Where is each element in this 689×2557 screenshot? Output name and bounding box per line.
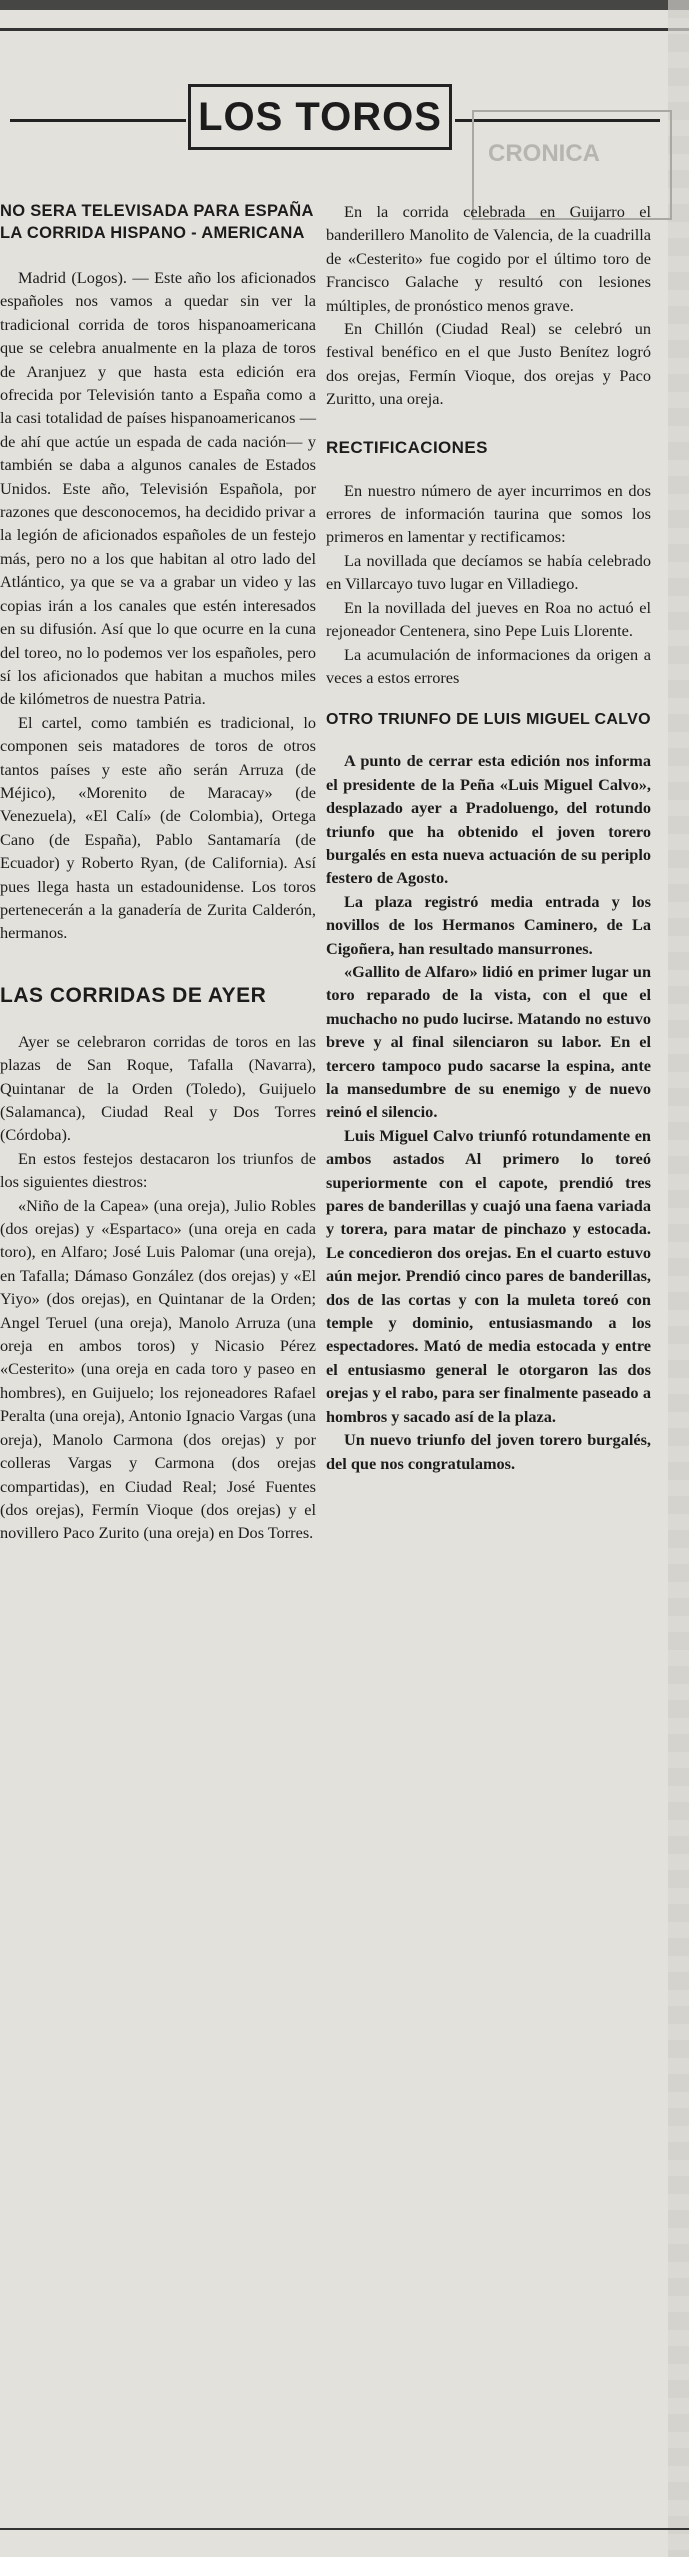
show-through-text: CRONICA	[488, 140, 600, 167]
top-rule	[0, 28, 689, 31]
article-paragraph: En nuestro número de ayer incurrimos en dos errores de información taurina que somos los primeros en lamentar y rectificamos:	[326, 480, 651, 547]
adjacent-page-bleed	[668, 0, 689, 2557]
article-paragraph: A punto de cerrar esta edición nos informa el presidente de la Peña «Luis Miguel Calvo», desplazado ayer a Pradoluengo, del rotundo triunfo que ha obtenido el joven torero burgalés en esta nueva actuación de su periplo festero de Agosto.	[326, 751, 651, 888]
bottom-rule	[0, 2528, 689, 2530]
right-column	[326, 200, 651, 1475]
article-paragraph: La novillada que decíamos se había celebrado en Villarcayo tuvo lugar en Villadiego.	[326, 550, 651, 594]
article-paragraph: En estos festejos destacaron los triunfos de los siguientes diestros:	[0, 1148, 316, 1192]
article-paragraph: En la novillada del jueves en Roa no actuó el rejoneador Centenera, sino Pepe Luis Llorente.	[326, 597, 651, 641]
article-headline-rectificaciones: RECTIFICACIONES	[326, 437, 488, 457]
header-rule-left	[10, 119, 186, 122]
article-headline-calvo: OTRO TRIUNFO DE LUIS MIGUEL CALVO	[326, 711, 651, 729]
article-paragraph: En la corrida celebrada en Guijarro el banderillero Manolito de Valencia, de la cuadrilla de «Cesterito» fue cogido por el último toro de Francisco Galache y resultó con lesiones múltiples, de pronóstico menos grave.	[326, 202, 651, 315]
section-title: LOS TOROS	[188, 84, 452, 150]
top-edge-band	[0, 0, 689, 10]
article-paragraph: La acumulación de informaciones da origen a veces a estos errores	[326, 644, 651, 687]
article-paragraph: En Chillón (Ciudad Real) se celebró un festival benéfico en el que Justo Benítez logró dos orejas, Fermín Vioque, dos orejas y Paco Zuritto, una oreja.	[326, 319, 651, 409]
article-paragraph: La plaza registró media entrada y los novillos de los Hermanos Caminero, de La Cigoñera, han resultado mansurrones.	[326, 891, 651, 958]
article-body-calvo	[326, 749, 651, 1475]
article-paragraph: El cartel, como también es tradicional, lo componen seis matadores de toros de otros tantos países y este año serán Arruza (de Méjico), «Morenito de Maracay» (de Venezuela), «El Calí» (de Colombia), Ortega Cano (de España), Pablo Santamaría (de Ecuador) y Roberto Ryan, (de California). Así pues llega hasta un estadounidense. Los toros pertenecerán a la ganadería de Zurita Calderón, hermanos.	[0, 712, 316, 943]
article-paragraph: «Niño de la Capea» (una oreja), Julio Robles (dos orejas) y «Espartaco» (una oreja en cada toro), en Alfaro; José Luis Palomar (una oreja), en Tafalla; Dámaso González (dos orejas) y «El Yiyo» (dos orejas), en Quintanar de la Orden; Angel Teruel (una oreja), Manolo Arruza (una oreja en ambos toros) y Nicasio Pérez «Cesterito» (una oreja en cada toro y paseo en hombres), en Guijuelo; los rejoneadores Rafael Peralta (una oreja), Antonio Ignacio Vargas (una oreja), Manolo Carmona (dos orejas) y por colleras Vargas y Carmona (dos orejas compartidas), en Ciudad Real; José Fuentes (dos orejas), Fermín Vioque (dos orejas) y el novillero Paco Zurito (una oreja) en Dos Torres.	[0, 1195, 316, 1543]
left-column	[0, 200, 316, 1545]
article-paragraph: Luis Miguel Calvo triunfó rotundamente en ambos astados Al primero lo toreó superiormente con el capote, prendió tres pares de banderillas y cuajó una faena variada y torera, para matar de pinchazo y estocada. Le concedieron dos orejas. En el cuarto estuvo aún mejor. Prendió cinco pares de banderillas, dos de las cortas y con la muleta toreó con temple y dominio, entusiasmando a los espectadores. Mató de media estocada y entre el entusiasmo general le otorgaron las dos orejas y el rabo, para ser finalmente paseado a hombros y sacado así de la plaza.	[326, 1125, 651, 1426]
article-headline-televisada: NO SERA TELEVISADA PARA ESPAÑA LA CORRIDA HISPANO - AMERICANA	[0, 202, 314, 242]
article-paragraph: Madrid (Logos). — Este año los aficionados españoles nos vamos a quedar sin ver la tradicional corrida de toros hispanoamericana que se celebra anualmente en la plaza de toros de Aranjuez y que hasta esta edición era ofrecida por Televisión tanto a España como a la casi totalidad de países hispanoamericanos —de ahí que actúe un espada de cada nación— y también se daba a algunos canales de Estados Unidos. Este año, Televisión Española, por razones que desconocemos, ha decidido privar a la legión de aficionados españoles de un festejo más, pero no a los que habitan al otro lado del Atlántico, ya que se va a grabar un video y las copias irán a los canales que estén interesados en su difusión. Así que lo que ocurre en la cuna del toreo, no lo podemos ver los españoles, pero sí los aficionados que habitan a muchos miles de kilómetros de nuestra Patria.	[0, 268, 316, 709]
article-paragraph: Un nuevo triunfo del joven torero burgalés, del que nos congratulamos.	[326, 1430, 651, 1473]
article-paragraph: «Gallito de Alfaro» lidió en primer lugar un toro reparado de la vista, con el que el muchacho no pudo lucirse. Matando no estuvo breve y al final silenciaron su labor. En el tercero tampoco pudo sacarse la espina, ante la mansedumbre de su enemigo y de nuevo reinó el silencio.	[326, 961, 651, 1122]
article-paragraph: Ayer se celebraron corridas de toros en las plazas de San Roque, Tafalla (Navarra), Quintanar de la Orden (Toledo), Guijuelo (Salamanca), Ciudad Real y Dos Torres (Córdoba).	[0, 1031, 316, 1145]
article-headline-corridas: LAS CORRIDAS DE AYER	[0, 983, 267, 1007]
